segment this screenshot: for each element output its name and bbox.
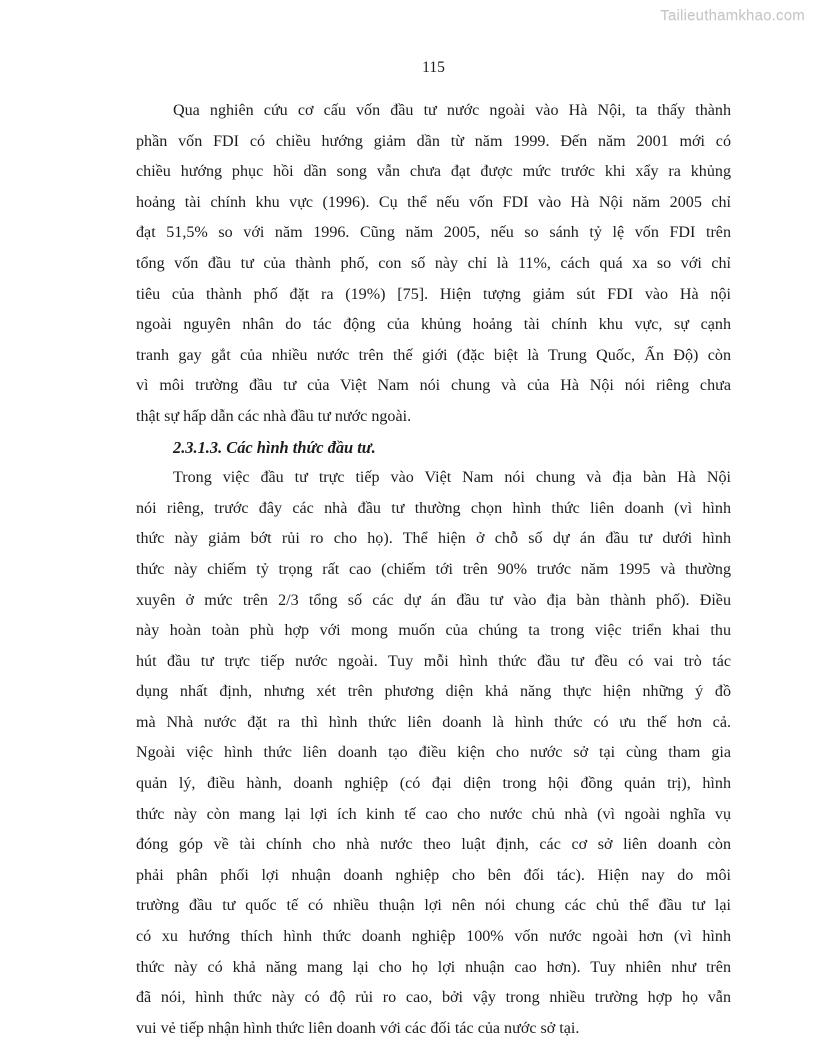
text-line: phải phân phối lợi nhuận doanh nghiệp cho bên đối tác). Hiện nay do môi [136,866,731,884]
text-line: thức này còn mang lại lợi ích kinh tế cao cho nước chủ nhà (vì ngoài nghĩa vụ [136,805,731,823]
text-line: vì môi trường đầu tư của Việt Nam nói chung và của Hà Nội nói riêng chưa [136,377,731,395]
text-line: thức này có khả năng mang lại cho họ lợi nhuận cao hơn). Tuy nhiên như trên [136,958,731,976]
text-line: quản lý, điều hành, doanh nghiệp (có đại diện trong hội đồng quản trị), hình [136,775,731,793]
text-line: thức này giảm bớt rủi ro cho họ). Thể hiện ở chỗ số dự án đầu tư dưới hình [136,530,731,548]
text-line: tổng vốn đầu tư của thành phố, con số này chỉ là 11%, cách quá xa so với chỉ [136,254,731,272]
text-line: Ngoài việc hình thức liên doanh tạo điều kiện cho nước sở tại cùng tham gia [136,744,731,762]
text-line: có xu hướng thích hình thức doanh nghiệp 100% vốn nước ngoài hơn (vì hình [136,928,731,946]
text-line: tranh gay gắt của nhiều nước trên thế giới (đặc biệt là Trung Quốc, Ấn Độ) còn [136,346,731,364]
text-line: vui vẻ tiếp nhận hình thức liên doanh với các đối tác của nước sở tại. [136,1019,580,1037]
text-line: phần vốn FDI có chiều hướng giảm dần từ năm 1999. Đến năm 2001 mới có [136,132,731,150]
text-line: 2.3.1.3. Các hình thức đầu tư. [173,437,376,457]
text-line: thức này chiếm tỷ trọng rất cao (chiếm tới trên 90% trước năm 1995 và thường [136,560,731,578]
text-line: Trong việc đầu tư trực tiếp vào Việt Nam nói chung và địa bàn Hà Nội [173,469,731,487]
text-line: đã nói, hình thức này có độ rủi ro cao, bởi vậy trong nhiều trường hợp họ vẫn [136,989,731,1007]
document-body [136,96,731,1044]
text-line: mà Nhà nước đặt ra thì hình thức liên doanh là hình thức có ưu thế hơn cả. [136,713,731,731]
paragraph [136,463,731,1044]
watermark-text: Tailieuthamkhao.com [660,7,805,24]
paragraph [136,96,731,433]
text-line: xuyên ở mức trên 2/3 tổng số các dự án đầu tư vào địa bàn thành phố). Điều [136,591,731,609]
text-line: tiêu của thành phố đặt ra (19%) [75]. Hiện tượng giảm sút FDI vào Hà nội [136,285,731,303]
text-line: ngoài nguyên nhân do tác động của khủng hoảng tài chính khu vực, sự cạnh [136,316,731,334]
text-line: nói riêng, trước đây các nhà đầu tư thường chọn hình thức liên doanh (vì hình [136,499,731,517]
text-line: đóng góp về tài chính cho nhà nước theo luật định, các cơ sở liên doanh còn [136,836,731,854]
text-line: trường đầu tư quốc tế có nhiều thuận lợi nên nói chung các chủ thể đầu tư lại [136,897,731,915]
text-line: hoảng tài chính khu vực (1996). Cụ thể nếu vốn FDI vào Hà Nội năm 2005 chỉ [136,193,731,211]
text-line: dụng nhất định, nhưng xét trên phương diện khả năng thực hiện những ý đồ [136,683,731,701]
text-line: hút đầu tư trực tiếp nước ngoài. Tuy mỗi hình thức đầu tư đều có vai trò tác [136,652,731,670]
text-line: Qua nghiên cứu cơ cấu vốn đầu tư nước ngoài vào Hà Nội, ta thấy thành [173,102,731,119]
text-line: đạt 51,5% so với năm 1996. Cũng năm 2005, nếu so sánh tỷ lệ vốn FDI trên [136,224,731,242]
text-line: chiều hướng phục hồi dần song vẫn chưa đạt được mức trước khi xẩy ra khủng [136,163,731,181]
section-heading [136,433,731,464]
text-line: này hoàn toàn phù hợp với mong muốn của chúng ta trong việc triển khai thu [136,622,731,640]
page-number: 115 [422,59,445,76]
text-line: thật sự hấp dẫn các nhà đầu tư nước ngoài. [136,407,412,425]
